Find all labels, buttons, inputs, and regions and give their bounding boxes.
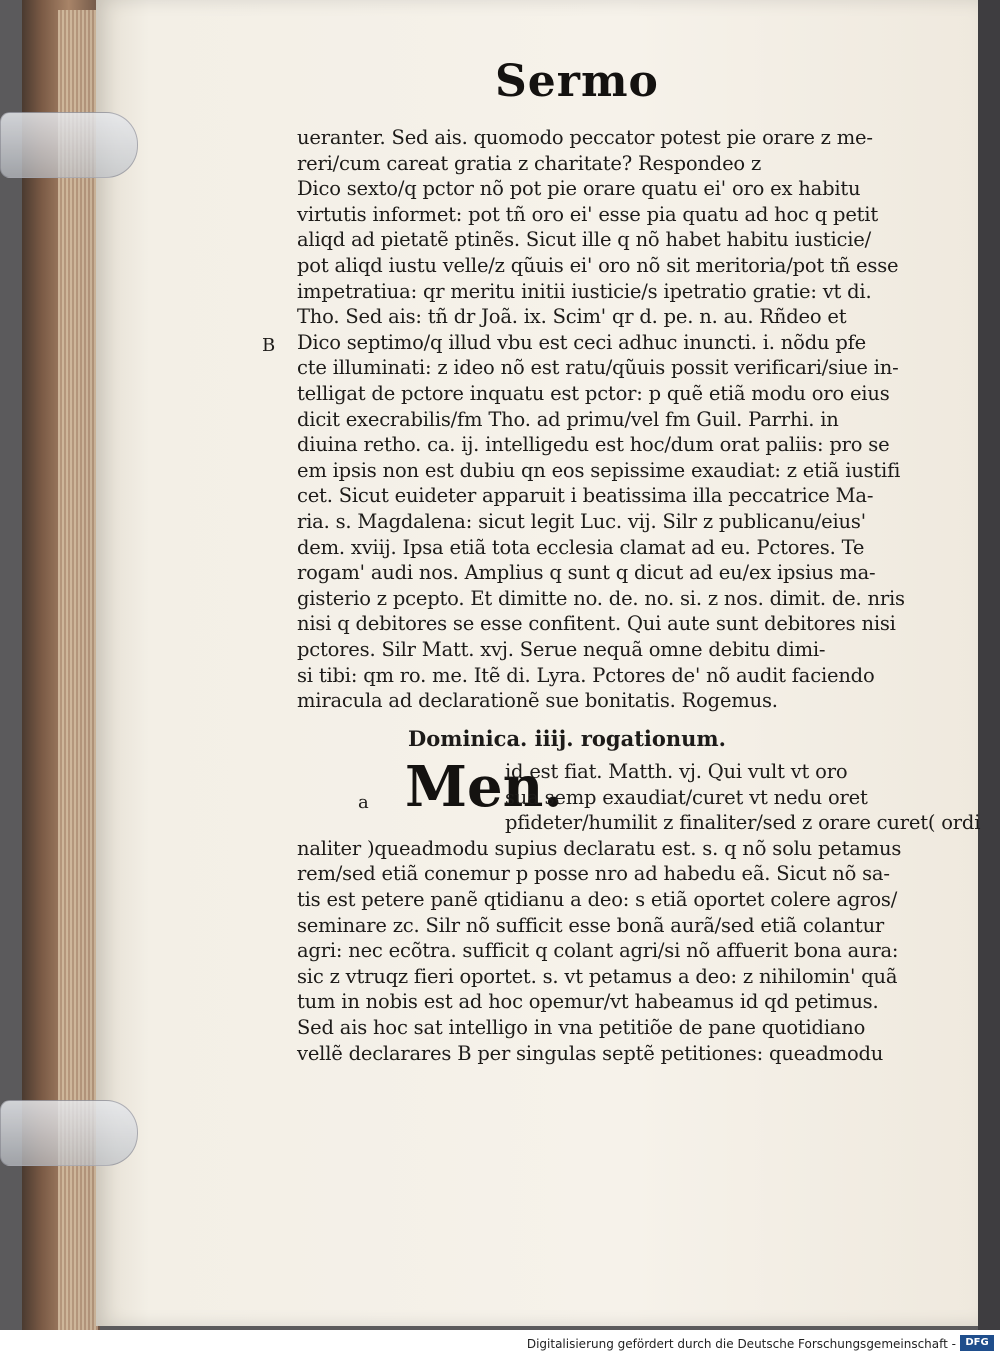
text-line: id est fiat. Matth. vj. Qui vult vt oro	[505, 760, 848, 783]
text-line: em ipsis non est dubiu qn eos sepissime exaudiat: z etiã iustifi	[297, 458, 901, 482]
text-line: Sed ais hoc sat intelligo in vna petitiõe de pane quotidiano	[297, 1016, 866, 1039]
right-background	[978, 0, 1000, 1330]
text-line: impetratiua: qr meritu initii iusticie/s ipetratio gratie: vt di.	[297, 279, 872, 303]
text-line: cte illuminati: z ideo nõ est ratu/qũuis possit verificari/siue in-	[297, 356, 899, 380]
dfg-logo: DFG	[960, 1335, 994, 1351]
margin-marker-b: B	[262, 335, 276, 356]
text-line: agri: nec ecõtra. sufficit q colant agri/si nõ affuerit bona aura:	[297, 939, 899, 963]
text-line: telligat de pctore inquatu est pctor: p quẽ etiã modu oro eius	[297, 382, 890, 405]
text-line: tum in nobis est ad hoc opemur/vt habeamus id qd petimus.	[297, 990, 879, 1014]
text-line: ria. s. Magdalena: sicut legit Luc. vij. Silr z publicanu/eius'	[297, 510, 866, 533]
text-line: vellẽ declarares B per singulas septẽ petitiones: queadmodu	[297, 1041, 884, 1065]
text-line: Tho. Sed ais: tñ dr Joã. ix. Scim' qr d. pe. n. au. Rñdeo et	[297, 305, 847, 329]
text-line: virtutis informet: pot tñ oro ei' esse pia quatu ad hoc q petit	[297, 202, 878, 226]
margin-marker-a: a	[358, 792, 369, 813]
section-heading: Dominica. iiij. rogationum.	[408, 726, 726, 751]
book-clamp-bottom	[0, 1100, 138, 1166]
text-line: gisterio z pcepto. Et dimitte no. de. no. si. z nos. dimit. de. nris	[297, 586, 905, 610]
text-line: si tibi: qm ro. me. Itẽ di. Lyra. Pctores de' nõ audit faciendo	[297, 663, 875, 687]
text-line: seminare zc. Silr nõ sufficit esse bonã aurã/sed etiã colantur	[297, 913, 885, 937]
text-line: pfideter/humilit z finaliter/sed z orare curet( ordi	[505, 811, 981, 835]
text-line: tis est petere panẽ qtidianu a deo: s etiã oportet colere agros/	[297, 888, 898, 911]
text-line: pctores. Silr Matt. xvj. Serue nequã omne debitu dimi-	[297, 638, 826, 661]
text-line: pot aliqd iustu velle/z qũuis ei' oro nõ sit meritoria/pot tñ esse	[297, 254, 899, 277]
text-line: aliqd ad pietatẽ ptinẽs. Sicut ille q nõ habet habitu iusticie/	[297, 228, 871, 252]
text-line: Dico sexto/q pctor nõ pot pie orare quatu ei' oro ex habitu	[297, 177, 861, 201]
footer-credit: Digitalisierung gefördert durch die Deutsche Forschungsgemeinschaft -	[526, 1337, 956, 1351]
initial-word: Men.	[405, 754, 563, 820]
text-line: dem. xviij. Ipsa etiã tota ecclesia clamat ad eu. Pctores. Te	[297, 535, 865, 559]
text-line: dicit execrabilis/fm Tho. ad primu/vel fm Guil. Parrhi. in	[297, 407, 839, 431]
book-clamp-top	[0, 112, 138, 178]
text-line: sic z vtruqz fieri oportet. s. vt petamus a deo: z nihilomin' quã	[297, 964, 898, 988]
text-line: sua semp exaudiat/curet vt nedu oret	[505, 785, 868, 809]
page-header: Sermo	[495, 56, 659, 107]
text-line: nisi q debitores se esse confitent. Qui aute sunt debitores nisi	[297, 612, 896, 636]
text-line: cet. Sicut euideter apparuit i beatissima illa peccatrice Ma-	[297, 484, 874, 508]
text-line: rogam' audi nos. Amplius q sunt q dicut ad eu/ex ipsius ma-	[297, 561, 876, 585]
text-line: miracula ad declarationẽ sue bonitatis. Rogemus.	[297, 689, 778, 713]
text-line: ueranter. Sed ais. quomodo peccator potest pie orare z me-	[297, 126, 873, 149]
footer-bar	[0, 1330, 1000, 1358]
text-line: Dico septimo/q illud vbu est ceci adhuc inuncti. i. nõdu pfe	[297, 330, 866, 354]
text-line: reri/cum careat gratia z charitate? Respondeo z	[297, 151, 762, 175]
text-line: diuina retho. ca. ij. intelligedu est hoc/dum orat paliis: pro se	[297, 433, 890, 457]
text-line: naliter )queadmodu supius declaratu est. s. q nõ solu petamus	[297, 836, 902, 860]
text-line: rem/sed etiã conemur p posse nro ad habedu eã. Sicut nõ sa-	[297, 862, 890, 886]
